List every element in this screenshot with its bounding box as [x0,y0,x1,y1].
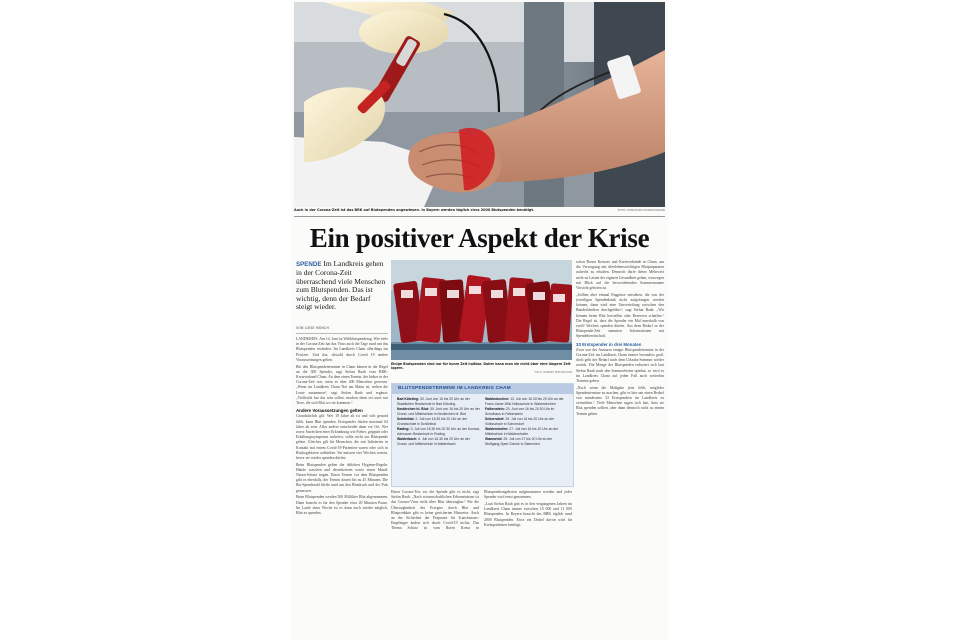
list-item: Stamsried: 29. Juli von 17 bis 20 Uhr an der Wolfgang-Sperl-Schule in Stamsried [485,437,553,446]
byline-rule [296,333,388,334]
newspaper-page [291,0,668,640]
byline: VON LUISE MÜNCH [296,326,330,330]
list-item: Waldershofen: 27. Juli von 16 bis 20 Uhr an der Mittelschule in Waldershofen [485,427,559,436]
body-paragraph: LANDKREIS. Am 14. Juni ist Weltblutspendetag. Wie viele in der Corona-Zeit hat das Virus auch die Tage rund um das Blutspenden verändert. Im Landkreis Cham allerdings ins Positive. Und das, obwohl durch Covid 19 andere Voraussetzungen gelten. [296,337,388,362]
article-column-mid [391,490,572,638]
body-paragraph: Beim Blutspenden gelten die üblichen Hygiene-Regeln. Hände waschen und desinfizieren sowie einen Mund-Nasen-Schutz tragen. Einen Termin vor dem Blutspenden gibt es ebenfalls, der Termin dauert bis zu 45 Minuten. Die Bis-Spendezahl bleibt rund um den Blutdruck und der Puls gemessen. [296,462,388,493]
list-item: Falkenstein: 23. Juni von 16 bis 20.30 Uhr im Schulhaus in Falkenstein [485,407,555,416]
infobox-column-1 [397,397,480,447]
subheading: 33 Erstspender in drei Monaten [576,341,642,347]
list-item: Schönthal: 2. Juli von 16.30 bis 20 Uhr an der Grundschule in Schönthal [397,417,468,426]
lead-text: Im Landkreis gehen in der Corona-Zeit überraschend viele Menschen zum Blutspenden. Das ist wichtig, denn der Bedarf steigt wieder. [296,259,386,312]
list-item: Walderbach: 6. Juli von 16.30 bis 20 Uhr an der Grund- und Mittelschule in Walderbach [397,437,470,446]
list-item: Bad Kötzting: 30. Juni von 15 bis 20 Uhr an der Staatlichen Realschule in Bad Kötzting [397,397,470,406]
headline: Ein positiver Aspekt der Krise [309,223,650,253]
body-paragraph: Einen Corona-Test vor der Spende gibt es nicht, sagt Stefan Raab. „Nach wissenschaftlichen Erkenntnissen ist das Corona-Virus nicht über Blut übertragbar.“ Für die Übertragbarkeit des Erregers durch Blut und Blutprodukte gibt es keine gesicherten Hinweise. Auch an der Sicherheit der Präparate für Transfusions-Empfänger ändert sich durch Covid-19 nichts. Das Thema Schutz ist vom Roten Kreuz in Blutspendeangeboten aufgenommen worden und jeder Spender wird ernst genommen. [391,490,572,531]
photo2-credit: FOTO: ROBERT MICHAELSON [534,371,572,374]
article-column-right [576,260,664,638]
list-item: Waldmünchen: 13. Juli von 16.30 bis 20 Uhr an der Franz-Xaver-Witt-Volksschule in Waldmünchen [485,397,564,406]
blood-donation-photo [294,2,665,207]
article-column-left [296,337,388,637]
photo2-caption: Einige Blutspenden sind nur für kurze Zeit haltbar. Daher kann man sie nicht über eine längere Zeit lagern. [391,362,571,371]
list-item: Schorndorf: 25. Juli von 16 bis 20 Uhr an der Volksschule in Schorndorf [485,417,555,426]
photo-caption: Auch in der Corona-Zeit ist das BRK auf Blutspenden angewiesen. In Bayern werden täglich circa 2000 Blutspenden benötigt. [294,208,535,212]
lead-paragraph [296,260,388,311]
body-paragraph: Grundsätzlich gilt: Wer 18 Jahre alt ist und sich gesund fühlt, kann Blut spenden. Erstspender dürfen maximal 64 Jahre alt sein. Alles andere entscheidet dann vor Ort. Wer zuvor Anzeichen einer Erkrankung wie Fieber, grippale oder Erkältungssymptome aufweist, sollte nicht zur Blutspende gehen. Gleiches gilt für Menschen, die mit Infizierten in Kontakt mit einem Covid-19-Patienten waren oder sich in Risikogebieten aufhielten. Sie müssen vier Wochen warten, bevor sie wieder spenden dürfen. [296,414,388,460]
body-paragraph: Bei den Blutspendeterminen in Cham kämen in der Regel an die 300 Spender, sagt Stefan Raab vom BRK-Kreisverband Cham. An dem einen Termin, der bisher in der Corona-Zeit war, seien es über 400 Menschen gewesen. „Wenn im Landkreis Cham Not am Mann ist, stehen die Leute zusammen“, sagt Stefan Raab und ergänzt: „Vielleicht hat das sein sollen, machen dann sei auch nur Tiere, die sich Blut wo sie kommen.“ [296,364,388,405]
body-paragraph: Zwar war der Ansturm einiger Blutspendetermine in der Corona-Zeit im Landkreis Cham immer besonders groß, doch geht der Bedarf nach dem Urlaubs-Sommer wieder zurück. Die Menge der Blutspenden reduziert sich laut Stefan Raab nach den Sommerferien spürbar, so wird es im Landkreis Cham auf jeden Fall auch weiterhin Termine geben. [576,347,664,383]
list-item: Rading: 3. Juli von 15.30 bis 20.30 Uhr an der Konrad-Adenauer-Realschule in Roding [397,427,480,436]
subheading: Andere Voraussetzungen gelten [296,408,363,414]
body-paragraph: schon Rosen Kreuzes und Kreisverbände in Cham, um die Versorgung mit überlebenswichtigen Blutpräparaten aufrecht zu erhalten. Dennoch dürfe dieser Mehrwert nicht zu Lasten der eigenen Gesundheit gehen, weswegen mit Blick auf die bevorstehenden Sommermonate Vorsicht geboten ist. [576,260,664,291]
list-item: Neukirchen hl. Blut: 30. Juni von 16 bis 20 Uhr an der Grund- und Mittelschule in Neukirchen hl. Blut [397,407,480,416]
body-paragraph: „Nach wenn die Maßgabe jetzt fehlt, mögliche Spendentermine zu machen, gibt es hier um einen Bedarf von mindestens 33 Erstspendern im Landkreis zu vermelden.“ Viele Menschen sagen sich laut, dass sie Blut spenden sollten, aber dann dennoch nicht zu einem Termin gehen. [576,385,664,416]
lead-kicker: SPENDE [296,261,322,268]
blood-donation-dates-box [391,383,574,487]
infobox-title: BLUTSPENDETERMINE IM LANDKREIS CHAM [392,384,573,394]
body-paragraph: „Laut Stefan Raab gab es in den vergangenen Jahren im Landkreis Cham immer zwischen 10 000 und 11 000 Blutspenden. In Bayern braucht das BRK täglich rund 2000 Blutspenden. Etwa ein Drittel davon wird für Krebspatienten benötigt. [484,501,572,527]
headline-top-rule [294,216,665,217]
body-paragraph: „Sollten aber einmal Engpässe entstehen, die von der jeweiligen Spendenbank nicht aufgefangen werden können, dann wird eine Umverteilung zwischen den Bundesländern durchgeführt“, sagt Stefan Raab. „Wir können keine Blut herstellen oder Reserven schaffen.“ Die Regel ist, dass die Spender ein Mal innerhalb von zwölf Wochen spenden dürfen. Aus dem Bedarf in der Blutspende-Zeit stammen Informationen mit Spendebereitschaft. [576,292,664,339]
blood-bags-photo [391,260,572,360]
photo-credit: FOTO: CHRISTIAN CHARISIUS/DPA [617,208,665,212]
body-paragraph: Beim Blutspenden werden 500 Milliliter Blut abgenommen. Dann braucht es für den Spender etwa 20 Minuten Pause. Im Laufe einer Woche ist es dann auch wieder möglich, Blut zu spenden. [296,495,388,515]
infobox-column-2 [485,397,568,447]
